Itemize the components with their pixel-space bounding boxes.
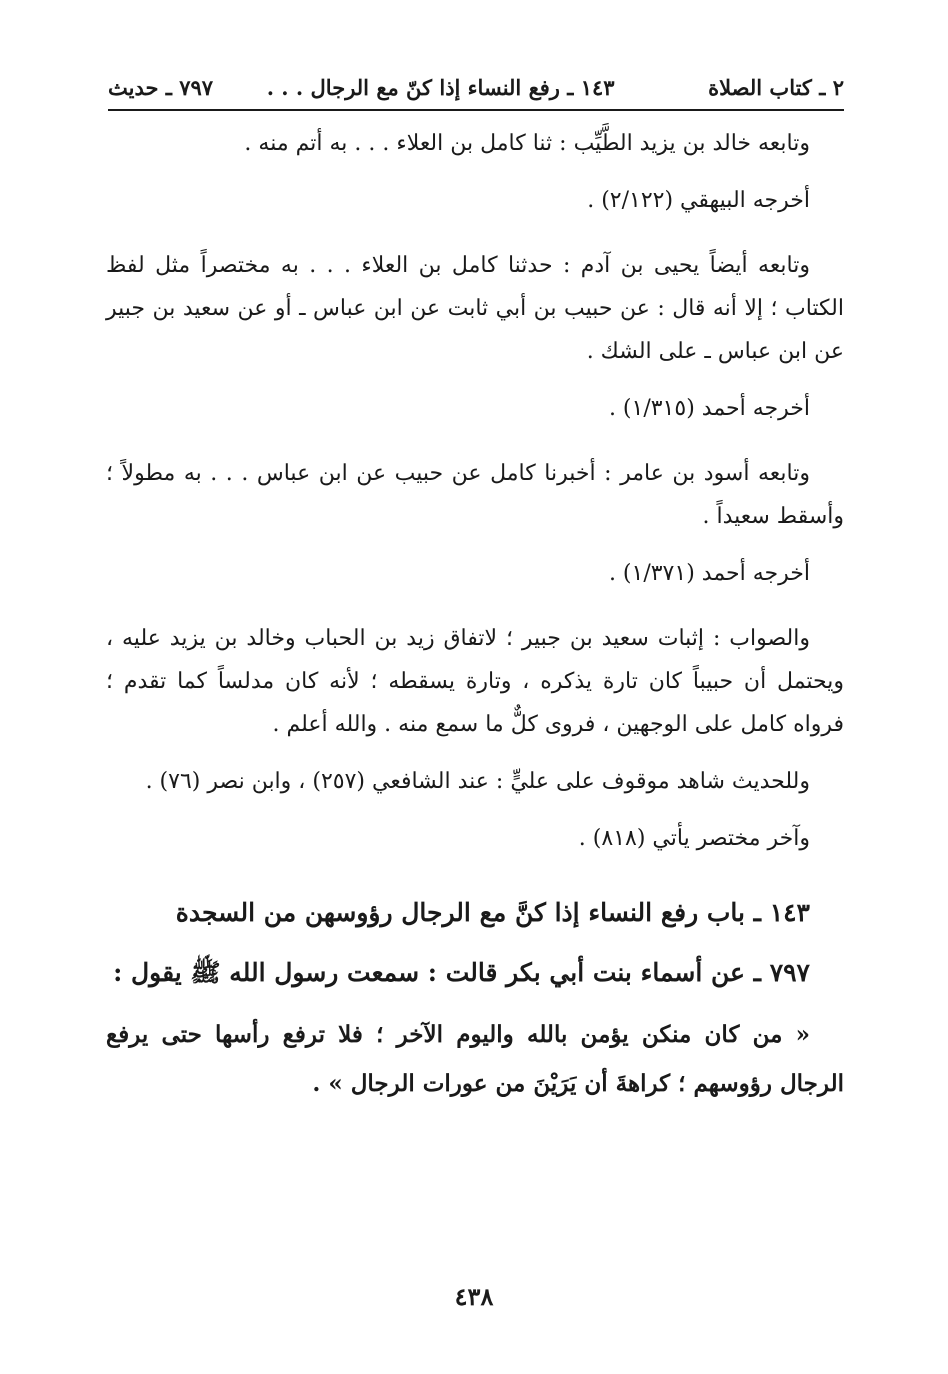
paragraph-bayhaqi-reference: أخرجه البيهقي (٢/١٢٢) . xyxy=(587,188,810,213)
paragraph-yahya-narration: وتابعه أيضاً يحيى بن آدم : حدثنا كامل بن العلاء . . . به مختصراً مثل لفظ الكتاب ؛ إلا أنه قال : عن حبيب بن أبي ثابت عن ابن عباس ـ أو عن سعيد بن جبير عن ابن عباس ـ على الشك . xyxy=(106,253,844,364)
header-hadith-number: ٧٩٧ ـ حديث xyxy=(108,74,214,100)
header-book-title: ٢ ـ كتاب الصلاة xyxy=(708,74,844,100)
paragraph-aswad-narration: وتابعه أسود بن عامر : أخبرنا كامل عن حبيب عن ابن عباس . . . به مطولاً ؛ وأسقط سعيداً . xyxy=(106,461,844,529)
chapter-heading: ١٤٣ ـ باب رفع النساء إذا كنَّ مع الرجال رؤوسهن من السجدة xyxy=(175,898,810,927)
running-header xyxy=(108,70,844,104)
paragraph-ahmad-reference-1: أخرجه أحمد (١/٣١٥) . xyxy=(608,396,810,421)
hadith-text: « من كان منكن يؤمن بالله واليوم الآخر ؛ فلا ترفع رأسها حتى يرفع الرجال رؤوسهم ؛ كراهةَ أن يَرَيْنَ من عورات الرجال » . xyxy=(106,1021,844,1097)
hadith-intro: ٧٩٧ ـ عن أسماء بنت أبي بكر قالت : سمعت رسول الله ﷺ يقول : xyxy=(113,958,810,987)
paragraph-another-narration: وآخر مختصر يأتي (٨١٨) . xyxy=(578,826,810,851)
paragraph-correct-view: والصواب : إثبات سعيد بن جبير ؛ لاتفاق زيد بن الحباب وخالد بن يزيد عليه ، ويحتمل أن حبيباً كان تارة يذكره ، وتارة يسقطه ؛ لأنه كان مدلساً كما تقدم ؛ فرواه كامل على الوجهين ، فروى كلٌّ ما سمع منه . والله أعلم . xyxy=(106,626,844,737)
header-chapter-title: ١٤٣ ـ رفع النساء إذا كنّ مع الرجال . . . xyxy=(266,74,615,100)
page-number: ٤٣٨ xyxy=(454,1282,494,1311)
paragraph-witness: وللحديث شاهد موقوف على عليٍّ : عند الشافعي (٢٥٧) ، وابن نصر (٧٦) . xyxy=(145,769,810,794)
paragraph-khalid-narration: وتابعه خالد بن يزيد الطَّيِّب : ثنا كامل بن العلاء . . . به أتم منه . xyxy=(244,131,810,156)
page-body xyxy=(106,122,844,1108)
header-divider xyxy=(108,109,844,111)
paragraph-ahmad-reference-2: أخرجه أحمد (١/٣٧١) . xyxy=(608,561,810,586)
